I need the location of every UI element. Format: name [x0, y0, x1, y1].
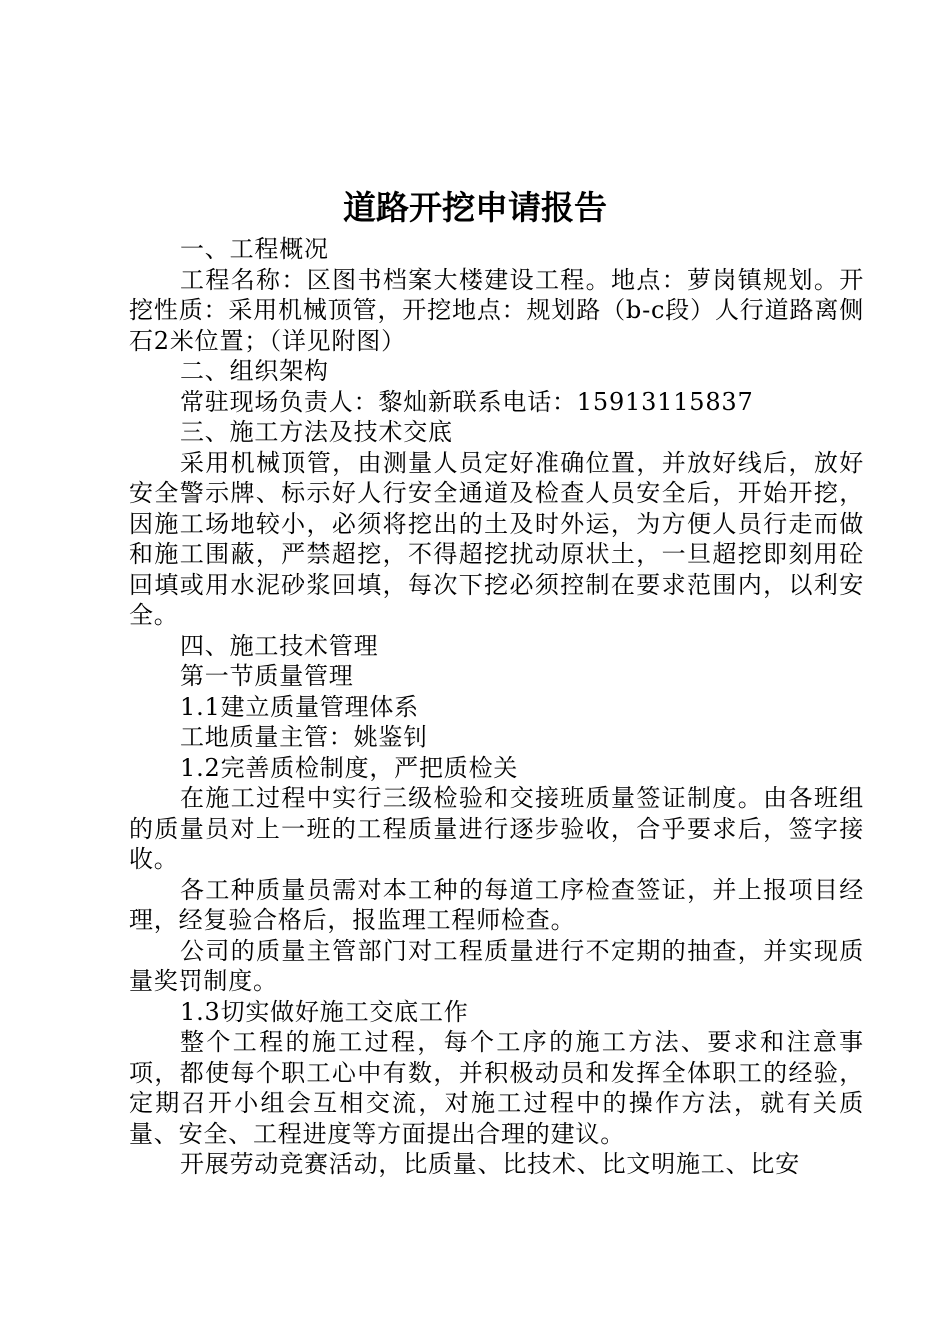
paragraph-inspection-system: 在施工过程中实行三级检验和交接班质量签证制度。由各班组的质量员对上一班的工程质量进行逐步验收，合乎要求后，签字接收。	[129, 784, 864, 873]
section-heading-organization: 二、组织架构	[180, 357, 329, 385]
paragraph-labor-competition: 开展劳动竞赛活动，比质量、比技术、比文明施工、比安	[180, 1150, 800, 1178]
paragraph-construction-briefing: 整个工程的施工过程，每个工序的施工方法、要求和注意事项，都使每个职工心中有数，并积极动员和发挥全体职工的经验，定期召开小组会互相交流，对施工过程中的操作方法，就有关质量、安全、工程进度等方面提出合理的建议。	[129, 1028, 864, 1148]
paragraph-method-detail: 采用机械顶管，由测量人员定好准确位置，并放好线后，放好安全警示牌、标示好人行安全通道及检查人员安全后，开始开挖，因施工场地较小，必须将挖出的土及时外运，为方便人员行走而做和施工围蔽，严禁超挖，不得超挖扰动原状土，一旦超挖即刻用砼回填或用水泥砂浆回填，每次下挖必须控制在要求范围内，以利安全。	[129, 448, 864, 629]
paragraph-company-spot-check: 公司的质量主管部门对工程质量进行不定期的抽查，并实现质量奖罚制度。	[129, 936, 864, 995]
paragraph-quality-supervisor: 工地质量主管：姚鉴钊	[180, 723, 428, 751]
section-heading-overview: 一、工程概况	[180, 235, 329, 263]
document-title: 道路开挖申请报告	[343, 188, 607, 227]
section-heading-tech-management: 四、施工技术管理	[180, 631, 379, 660]
document-body	[129, 234, 864, 1180]
item-heading-1-1: 1.1建立质量管理体系	[180, 692, 419, 721]
subsection-heading-quality: 第一节质量管理	[180, 662, 354, 690]
paragraph-trade-inspection: 各工种质量员需对本工种的每道工序检查签证，并上报项目经理，经复验合格后，报监理工程师检查。	[129, 875, 864, 934]
item-heading-1-2: 1.2完善质检制度，严把质检关	[180, 753, 519, 782]
paragraph-project-info: 工程名称：区图书档案大楼建设工程。地点：萝岗镇规划。开挖性质：采用机械顶管，开挖地点：规划路（b-c段）人行道路离侧石2米位置；（详见附图）	[129, 265, 864, 355]
item-heading-1-3: 1.3切实做好施工交底工作	[180, 997, 469, 1026]
paragraph-site-contact: 常驻现场负责人：黎灿新联系电话：15913115837	[180, 387, 754, 416]
section-heading-method: 三、施工方法及技术交底	[180, 418, 453, 446]
